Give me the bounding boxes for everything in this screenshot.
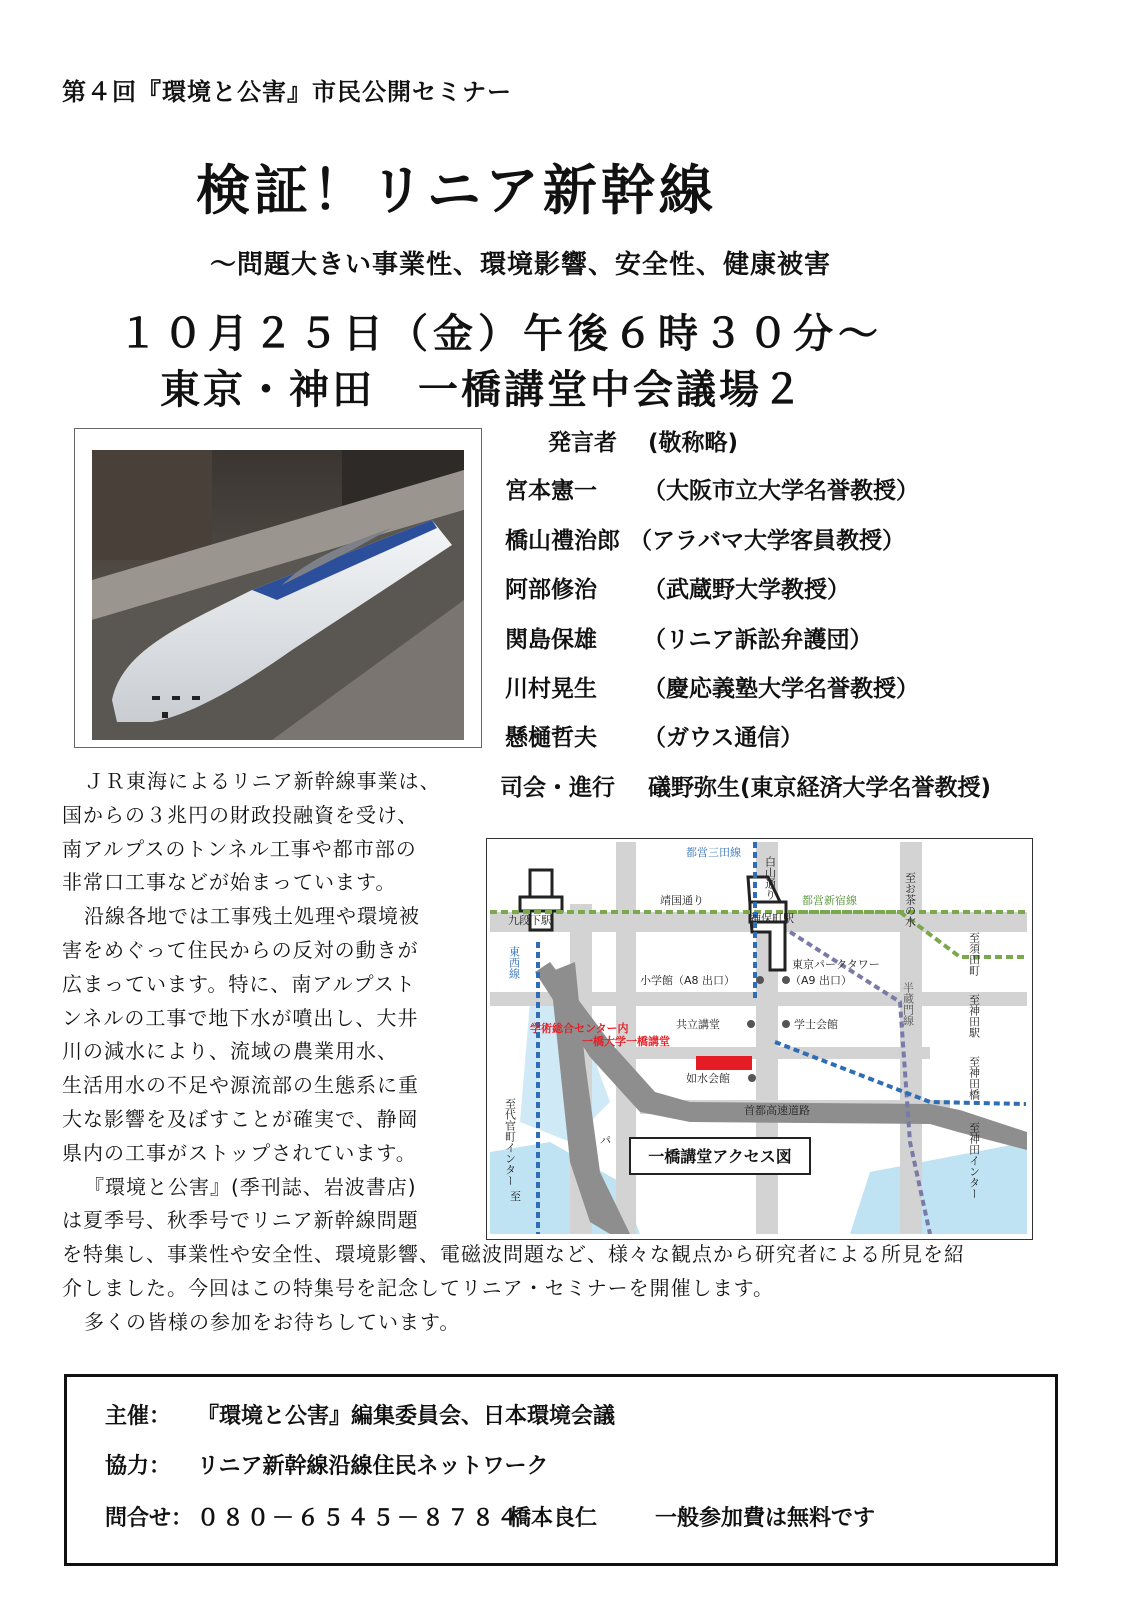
text-line: 川の減水により、流域の農業用水、 xyxy=(62,1039,398,1064)
text-line: 大な影響を及ぼすことが確実で、静岡 xyxy=(62,1106,419,1131)
contact-label: 問合せ： xyxy=(105,1506,194,1531)
speakers-heading: 発言者 xyxy=(548,430,617,456)
speaker-name: 宮本憲一 xyxy=(505,478,597,504)
text-line: ンネルの工事で地下水が噴出し、大井 xyxy=(62,1005,419,1030)
text-line: 国からの３兆円の財政投融資を受け、 xyxy=(62,802,419,827)
speaker-affiliation: （武蔵野大学教授） xyxy=(643,577,850,603)
fee-note: 一般参加費は無料です xyxy=(655,1506,876,1531)
coop-label: 協力： xyxy=(105,1454,172,1479)
maglev-train-photo xyxy=(92,450,464,740)
speaker-affiliation: （アラバマ大学客員教授） xyxy=(629,528,905,554)
map-label: 至神田橋 xyxy=(967,1056,981,1100)
venue-marker xyxy=(696,1056,752,1070)
text-line: 生活用水の不足や源流部の生態系に重 xyxy=(62,1073,419,1098)
map-label: 九段下駅 xyxy=(508,914,552,927)
speaker-name: 関島保雄 xyxy=(505,627,597,653)
map-label: 東京パークタワー xyxy=(792,958,880,971)
text-line: を特集し、事業性や安全性、環境影響、電磁波問題など、様々な観点から研究者による所見を紹 xyxy=(62,1242,965,1267)
text-line: 広まっています。特に、南アルプスト xyxy=(62,971,416,996)
map-label: 神保町駅 xyxy=(750,912,794,925)
text-line: 『環境と公害』(季刊誌、岩波書店) xyxy=(84,1174,417,1199)
map-label: 学士会館 xyxy=(794,1018,838,1031)
map-label: 半蔵門線 xyxy=(901,982,915,1026)
map-label: 至代官町インター xyxy=(503,1098,517,1186)
map-label: 都営三田線 xyxy=(686,846,741,859)
map-label: 至神田駅 xyxy=(967,994,981,1038)
organizer-box xyxy=(64,1374,1058,1566)
map-label: 至お茶の水 xyxy=(903,872,917,927)
text-line: 多くの皆様の参加をお待ちしています。 xyxy=(84,1309,461,1334)
speaker-name: 懸樋哲夫 xyxy=(505,725,597,751)
map-label: パ xyxy=(600,1134,611,1147)
seminar-series: 第４回『環境と公害』市民公開セミナー xyxy=(62,78,512,106)
map-title: 一橋講堂アクセス図 xyxy=(648,1147,792,1166)
map-label: （A9 出口） xyxy=(790,974,853,987)
event-venue: 東京・神田 一橋講堂中会議場２ xyxy=(160,367,805,413)
map-label: 靖国通り xyxy=(660,894,704,907)
map-label: 小学館（A8 出口） xyxy=(640,974,736,987)
coop: リニア新幹線沿線住民ネットワーク xyxy=(197,1454,549,1479)
map-label: 都営新宿線 xyxy=(802,894,857,907)
speaker-name: 橋山禮治郎 xyxy=(505,528,620,554)
text-line: 介しました。今回はこの特集号を記念してリニア・セミナーを開催します。 xyxy=(62,1275,774,1300)
map-label: 学術総合センター内 xyxy=(530,1022,629,1035)
map-label: 首都高速道路 xyxy=(744,1104,810,1117)
text-line: 害をめぐって住民からの反対の動きが xyxy=(62,937,419,962)
moderator-label: 司会・進行 xyxy=(500,775,615,801)
text-line: 沿線各地では工事残土処理や環境被 xyxy=(84,904,420,929)
event-datetime: １０月２５日（金）午後６時３０分～ xyxy=(118,311,883,357)
speaker-name: 阿部修治 xyxy=(505,577,597,603)
map-label: 至 xyxy=(510,1190,521,1203)
host: 『環境と公害』編集委員会、日本環境会議 xyxy=(197,1404,616,1429)
text-line: は夏季号、秋季号でリニア新幹線問題 xyxy=(62,1208,419,1233)
map-label: 一橋大学一橋講堂 xyxy=(582,1035,670,1048)
text-line: ＪＲ東海によるリニア新幹線事業は、 xyxy=(84,769,441,793)
speaker-affiliation: （大阪市立大学名誉教授） xyxy=(643,478,919,504)
subtitle: ～問題大きい事業性、環境影響、安全性、健康被害 xyxy=(210,250,832,280)
moderator-name: 礒野弥生(東京経済大学名誉教授) xyxy=(648,775,992,801)
text-line: 南アルプスのトンネル工事や都市部の xyxy=(62,836,417,861)
map-label: 至神田インター xyxy=(967,1122,981,1199)
speaker-name: 川村晃生 xyxy=(505,676,597,702)
speakers-heading-note: (敬称略) xyxy=(648,430,739,456)
map-label: 東西線 xyxy=(507,946,521,979)
speaker-affiliation: （ガウス通信） xyxy=(643,725,804,751)
speaker-affiliation: （リニア訴訟弁護団） xyxy=(643,627,873,653)
page-title: 検証！リニア新幹線 xyxy=(196,159,717,222)
speakers-heading-row xyxy=(548,424,739,457)
speaker-affiliation: （慶応義塾大学名誉教授） xyxy=(643,676,919,702)
text-line: 非常口工事などが始まっています。 xyxy=(62,870,397,895)
access-map xyxy=(490,842,1027,1234)
contact-phone: ０８０－６５４５－８７８４ xyxy=(197,1506,523,1531)
map-label: 如水会館 xyxy=(686,1072,730,1085)
host-label: 主催： xyxy=(105,1404,172,1429)
map-label: 共立講堂 xyxy=(676,1018,720,1031)
text-line: 県内の工事がストップされています。 xyxy=(62,1140,417,1165)
map-label: 至須田町 xyxy=(967,932,981,976)
map-label: 白山通り xyxy=(763,856,777,900)
contact-person: 橋本良仁 xyxy=(509,1506,598,1531)
